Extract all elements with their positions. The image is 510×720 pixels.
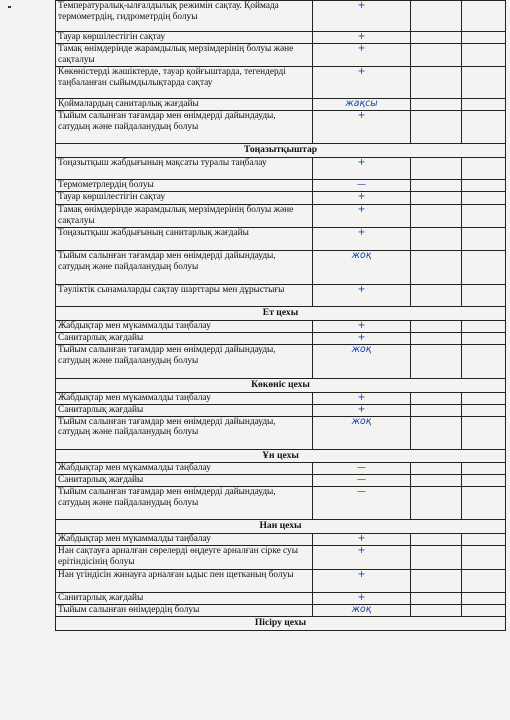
checklist-row	[56, 284, 506, 306]
handwritten-mark: +	[313, 570, 411, 593]
section-title: Пісіру цехы	[56, 617, 506, 631]
empty-cell	[411, 416, 462, 449]
handwritten-mark: +	[313, 593, 411, 605]
empty-cell	[462, 593, 506, 605]
criterion-text: Тауар көршілестігін сақтау	[56, 191, 313, 204]
checklist-row	[56, 416, 506, 449]
checklist-row	[56, 487, 506, 520]
empty-cell	[462, 534, 506, 546]
handwritten-mark: +	[313, 227, 411, 250]
empty-cell	[411, 179, 462, 191]
section-title: Ет цехы	[56, 306, 506, 320]
checklist-row	[56, 404, 506, 416]
criterion-text: Термометрлердің болуы	[56, 179, 313, 191]
criterion-text: Санитарлық жағдайы	[56, 332, 313, 344]
checklist-body	[56, 1, 506, 631]
empty-cell	[411, 392, 462, 404]
handwritten-mark: +	[313, 392, 411, 404]
empty-cell	[411, 44, 462, 67]
checklist-row	[56, 179, 506, 191]
checklist-row	[56, 1, 506, 32]
handwritten-mark: —	[313, 463, 411, 475]
empty-cell	[462, 392, 506, 404]
empty-cell	[411, 204, 462, 227]
section-header-row	[56, 306, 506, 320]
checklist-row	[56, 227, 506, 250]
empty-cell	[411, 284, 462, 306]
empty-cell	[411, 344, 462, 378]
empty-cell	[462, 344, 506, 378]
criterion-text: Санитарлық жағдайы	[56, 475, 313, 487]
checklist-row	[56, 66, 506, 98]
empty-cell	[462, 475, 506, 487]
section-title: Тоңазытқыштар	[56, 143, 506, 157]
empty-cell	[411, 463, 462, 475]
empty-cell	[411, 534, 462, 546]
empty-cell	[411, 487, 462, 520]
checklist-row	[56, 32, 506, 44]
empty-cell	[462, 284, 506, 306]
checklist-row	[56, 320, 506, 332]
section-title: Көкөніс цехы	[56, 378, 506, 392]
inspection-checklist-table	[55, 0, 506, 631]
empty-cell	[462, 250, 506, 284]
handwritten-mark: +	[313, 110, 411, 143]
empty-cell	[462, 320, 506, 332]
criterion-text: Санитарлық жағдайы	[56, 593, 313, 605]
empty-cell	[411, 475, 462, 487]
checklist-row	[56, 570, 506, 593]
empty-cell	[462, 191, 506, 204]
criterion-text: Тауар көршілестігін сақтау	[56, 32, 313, 44]
criterion-text: Нан сақтауға арналған сөрелерді өңдеуге арналған сірке суы ерітіндісінің болуы	[56, 546, 313, 570]
criterion-text: Тыйым салынған тағамдар мен өнімдерді дайындауды, сатудың және пайдаланудың болуы	[56, 416, 313, 449]
criterion-text: Жабдықтар мен мүкаммалды таңбалау	[56, 320, 313, 332]
empty-cell	[462, 546, 506, 570]
criterion-text: Көкөністерді жәшіктерде, тауар қойғыштарда, тегендерді таңбаланған сыйымдылықтарда сақтау	[56, 66, 313, 98]
criterion-text: Тоңазытқыш жабдығының санитарлық жағдайы	[56, 227, 313, 250]
empty-cell	[462, 487, 506, 520]
handwritten-mark: +	[313, 1, 411, 32]
checklist-row	[56, 204, 506, 227]
empty-cell	[462, 157, 506, 179]
handwritten-mark: —	[313, 475, 411, 487]
empty-cell	[411, 546, 462, 570]
section-title: Нан цехы	[56, 520, 506, 534]
checklist-row	[56, 44, 506, 67]
checklist-row	[56, 463, 506, 475]
checklist-row	[56, 157, 506, 179]
criterion-text: Тыйым салынған тағамдар мен өнімдерді дайындауды, сатудың және пайдаланудың болуы	[56, 250, 313, 284]
handwritten-mark: +	[313, 191, 411, 204]
handwritten-mark: +	[313, 66, 411, 98]
handwritten-mark: жоқ	[313, 416, 411, 449]
criterion-text: Тоңазытқыш жабдығының мақсаты туралы таңбалау	[56, 157, 313, 179]
handwritten-mark: жоқ	[313, 250, 411, 284]
criterion-text: Тамақ өнімдерінде жарамдылық мерзімдерінің болуы және сақталуы	[56, 204, 313, 227]
handwritten-mark: +	[313, 332, 411, 344]
empty-cell	[411, 570, 462, 593]
checklist-row	[56, 250, 506, 284]
empty-cell	[411, 605, 462, 617]
handwritten-mark: жоқ	[313, 344, 411, 378]
checklist-row	[56, 534, 506, 546]
handwritten-mark: +	[313, 534, 411, 546]
criterion-text: Нан үгіндісін жинауға арналған ыдыс пен щетканың болуы	[56, 570, 313, 593]
empty-cell	[411, 32, 462, 44]
checklist-row	[56, 475, 506, 487]
handwritten-mark: —	[313, 487, 411, 520]
criterion-text: Санитарлық жағдайы	[56, 404, 313, 416]
section-header-row	[56, 617, 506, 631]
empty-cell	[462, 463, 506, 475]
empty-cell	[411, 66, 462, 98]
handwritten-mark: +	[313, 404, 411, 416]
empty-cell	[462, 179, 506, 191]
checklist-row	[56, 191, 506, 204]
criterion-text: Тыйым салынған тағамдар мен өнімдерді дайындауды, сатудың және пайдаланудың болуы	[56, 487, 313, 520]
empty-cell	[462, 416, 506, 449]
scan-mark	[8, 6, 11, 8]
empty-cell	[411, 320, 462, 332]
empty-cell	[462, 110, 506, 143]
handwritten-mark: —	[313, 179, 411, 191]
section-header-row	[56, 449, 506, 463]
handwritten-mark: +	[313, 546, 411, 570]
handwritten-mark: +	[313, 204, 411, 227]
criterion-text: Қоймалардың санитарлық жағдайы	[56, 98, 313, 110]
empty-cell	[462, 98, 506, 110]
section-header-row	[56, 143, 506, 157]
criterion-text: Температуралық-ылғалдылық режимін сақтау. Қоймада термометрдің, гидрометрдің болуы	[56, 1, 313, 32]
checklist-row	[56, 332, 506, 344]
empty-cell	[411, 332, 462, 344]
empty-cell	[462, 204, 506, 227]
empty-cell	[462, 66, 506, 98]
checklist-row	[56, 344, 506, 378]
empty-cell	[462, 332, 506, 344]
criterion-text: Жабдықтар мен мүкаммалды таңбалау	[56, 534, 313, 546]
empty-cell	[411, 157, 462, 179]
handwritten-mark: +	[313, 44, 411, 67]
handwritten-mark: +	[313, 32, 411, 44]
handwritten-mark: жоқ	[313, 605, 411, 617]
empty-cell	[462, 32, 506, 44]
checklist-row	[56, 110, 506, 143]
handwritten-mark: +	[313, 284, 411, 306]
empty-cell	[462, 404, 506, 416]
criterion-text: Тыйым салынған тағамдар мен өнімдерді дайындауды, сатудың және пайдаланудың болуы	[56, 344, 313, 378]
empty-cell	[411, 250, 462, 284]
handwritten-mark: жақсы	[313, 98, 411, 110]
criterion-text: Тамақ өнімдерінде жарамдылық мерзімдерінің болуы және сақталуы	[56, 44, 313, 67]
checklist-row	[56, 98, 506, 110]
checklist-row	[56, 593, 506, 605]
criterion-text: Тыйым салынған тағамдар мен өнімдерді дайындауды, сатудың және пайдаланудың болуы	[56, 110, 313, 143]
empty-cell	[411, 593, 462, 605]
section-header-row	[56, 378, 506, 392]
empty-cell	[411, 1, 462, 32]
checklist-row	[56, 605, 506, 617]
section-title: Ұн цехы	[56, 449, 506, 463]
empty-cell	[411, 191, 462, 204]
handwritten-mark: +	[313, 157, 411, 179]
empty-cell	[411, 110, 462, 143]
empty-cell	[411, 227, 462, 250]
handwritten-mark: +	[313, 320, 411, 332]
checklist-row	[56, 546, 506, 570]
empty-cell	[462, 570, 506, 593]
empty-cell	[411, 98, 462, 110]
empty-cell	[462, 44, 506, 67]
section-header-row	[56, 520, 506, 534]
empty-cell	[462, 227, 506, 250]
checklist-row	[56, 392, 506, 404]
empty-cell	[462, 605, 506, 617]
criterion-text: Тәуліктік сынамаларды сақтау шарттары мен дұрыстығы	[56, 284, 313, 306]
empty-cell	[462, 1, 506, 32]
criterion-text: Жабдықтар мен мүкаммалды таңбалау	[56, 392, 313, 404]
empty-cell	[411, 404, 462, 416]
criterion-text: Жабдықтар мен мүкаммалды таңбалау	[56, 463, 313, 475]
criterion-text: Тыйым салынған өнімдердің болуы	[56, 605, 313, 617]
